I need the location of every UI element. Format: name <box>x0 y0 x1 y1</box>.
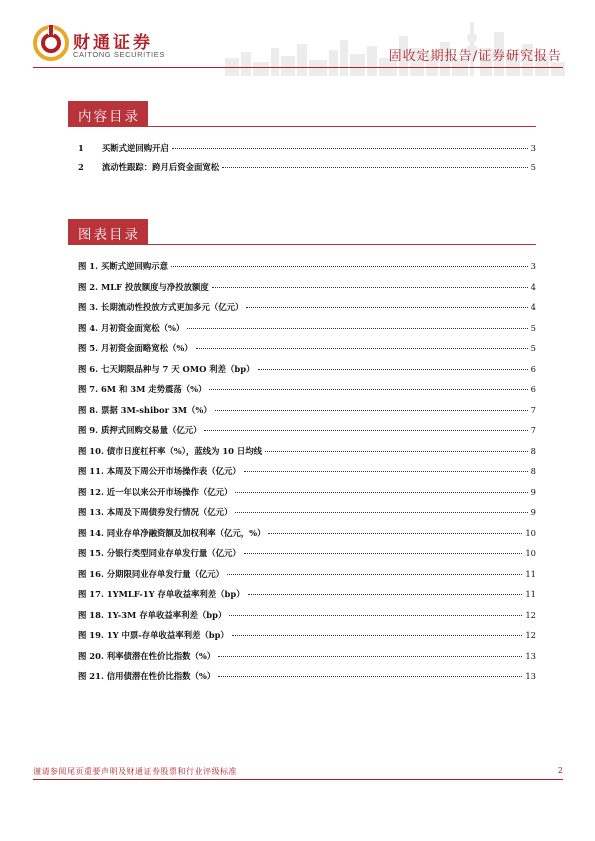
dot-leader <box>171 266 528 267</box>
figure-entry-label: 图 11. 本周及下周公开市场操作表（亿元） <box>78 466 241 476</box>
toc-entry[interactable] <box>78 142 536 156</box>
figures-title: 图表目录 <box>78 227 140 243</box>
page-header <box>0 0 595 100</box>
figure-entry-page: 4 <box>530 282 536 292</box>
dot-leader <box>187 328 527 329</box>
figure-entry-page: 11 <box>525 589 536 599</box>
figure-entry-label: 图 16. 分期限同业存单发行量（亿元） <box>78 569 225 579</box>
figure-entry-page: 11 <box>525 569 536 579</box>
figure-entry-label: 图 20. 利率债潜在性价比指数（%） <box>78 651 216 661</box>
figure-entry-page: 12 <box>525 630 536 640</box>
figure-entry[interactable] <box>78 383 536 397</box>
figure-entry-page: 7 <box>530 425 536 435</box>
figure-entry-page: 5 <box>530 343 536 353</box>
figure-entry-page: 8 <box>530 446 536 456</box>
figure-entry-page: 9 <box>530 507 536 517</box>
logo-chinese-name: 财通证券 <box>73 33 153 53</box>
dot-leader <box>227 574 522 575</box>
figure-entry-label: 图 17. 1YMLF-1Y 存单收益率利差（bp） <box>78 589 245 599</box>
figure-entry-page: 8 <box>530 466 536 476</box>
figure-entry[interactable] <box>78 670 536 684</box>
toc-entry-page: 3 <box>530 143 536 153</box>
figure-entry-page: 5 <box>530 323 536 333</box>
logo-english-name: CAITONG SECURITIES <box>73 50 165 59</box>
figure-entry-page: 6 <box>530 364 536 374</box>
figure-entry[interactable] <box>78 322 536 336</box>
figures-section-header <box>68 219 536 245</box>
figure-entry[interactable] <box>78 424 536 438</box>
toc-entry[interactable] <box>78 161 536 175</box>
dot-leader <box>235 492 527 493</box>
dot-leader <box>222 167 528 168</box>
dot-leader <box>258 369 528 370</box>
toc-entry-label: 流动性跟踪：跨月后资金面宽松 <box>101 162 220 172</box>
figure-entry-label: 图 14. 同业存单净融资额及加权利率（亿元，%） <box>78 528 266 538</box>
figure-entry[interactable] <box>78 588 536 602</box>
figure-entry-page: 4 <box>530 302 536 312</box>
dot-leader <box>265 451 528 452</box>
figure-entry[interactable] <box>78 301 536 315</box>
figure-entry[interactable] <box>78 568 536 582</box>
figure-entry-label: 图 4. 月初资金面宽松（%） <box>78 323 185 333</box>
figure-entry[interactable] <box>78 486 536 500</box>
figure-entry-label: 图 13. 本周及下周债券发行情况（亿元） <box>78 507 233 517</box>
figure-entry-label: 图 18. 1Y-3M 存单收益率利差（bp） <box>78 610 227 620</box>
dot-leader <box>235 512 527 513</box>
figure-entry-page: 13 <box>525 671 536 681</box>
figure-entry-label: 图 9. 质押式回购交易量（亿元） <box>78 425 202 435</box>
dot-leader <box>218 676 522 677</box>
figure-entry[interactable] <box>78 342 536 356</box>
disclaimer-note: 谨请参阅尾页重要声明及财通证券股票和行业评级标准 <box>33 767 237 776</box>
figure-entry[interactable] <box>78 547 536 561</box>
figure-entry[interactable] <box>78 465 536 479</box>
figure-entry[interactable] <box>78 527 536 541</box>
figure-entry-label: 图 2. MLF 投放额度与净投放额度 <box>78 282 209 292</box>
figure-entry[interactable] <box>78 629 536 643</box>
dot-leader <box>248 594 523 595</box>
dot-leader <box>244 553 523 554</box>
figure-entry[interactable] <box>78 404 536 418</box>
figure-entry-page: 9 <box>530 487 536 497</box>
toc-entry-label: 买断式逆回购开启 <box>101 143 169 153</box>
figure-entry[interactable] <box>78 650 536 664</box>
figure-entry-label: 图 7. 6M 和 3M 走势震荡（%） <box>78 384 207 394</box>
figure-entry-page: 10 <box>525 528 536 538</box>
figure-entry[interactable] <box>78 609 536 623</box>
footer-divider <box>33 779 563 780</box>
dot-leader <box>268 533 522 534</box>
figure-entry-page: 6 <box>530 384 536 394</box>
figure-entry-label: 图 12. 近一年以来公开市场操作（亿元） <box>78 487 233 497</box>
figure-entry[interactable] <box>78 363 536 377</box>
figure-entry-label: 图 8. 票据 3M-shibor 3M（%） <box>78 405 212 415</box>
toc-entry-number: 1 <box>78 143 84 153</box>
dot-leader <box>244 471 528 472</box>
caitong-logo-icon <box>33 25 69 61</box>
dot-leader <box>246 307 527 308</box>
figure-entry-label: 图 1. 买断式逆回购示意 <box>78 261 168 271</box>
dot-leader <box>218 656 522 657</box>
dot-leader <box>204 430 527 431</box>
caitong-logo <box>33 25 193 67</box>
figure-entry-page: 10 <box>525 548 536 558</box>
figure-entry-page: 13 <box>525 651 536 661</box>
figure-entry-label: 图 21. 信用债潜在性价比指数（%） <box>78 671 216 681</box>
figure-entry-label: 图 19. 1Y 中票-存单收益率利差（bp） <box>78 630 229 640</box>
toc-entry-page: 5 <box>530 162 536 172</box>
toc-entry-number: 2 <box>78 162 84 172</box>
dot-leader <box>212 287 528 288</box>
dot-leader <box>172 148 528 149</box>
contents-title: 内容目录 <box>78 109 140 125</box>
figure-entry-label: 图 10. 债市日度杠杆率（%），蓝线为 10 日均线 <box>78 446 263 456</box>
figure-entry[interactable] <box>78 506 536 520</box>
figure-entry-label: 图 15. 分银行类型同业存单发行量（亿元） <box>78 548 241 558</box>
page-number: 2 <box>557 766 563 775</box>
contents-section-header <box>68 101 536 127</box>
figure-entry-page: 3 <box>530 261 536 271</box>
figure-entry-label: 图 5. 月初资金面略宽松（%） <box>78 343 193 353</box>
figure-entry-label: 图 3. 长期流动性投放方式更加多元（亿元） <box>78 302 244 312</box>
dot-leader <box>229 615 522 616</box>
page-footer <box>33 763 563 783</box>
figure-entry-page: 12 <box>525 610 536 620</box>
dot-leader <box>232 635 523 636</box>
figure-entry[interactable] <box>78 260 536 274</box>
report-type-label: 固收定期报告/证券研究报告 <box>388 49 562 64</box>
header-divider <box>33 67 563 68</box>
figure-entry-label: 图 6. 七天期限品种与 7 天 OMO 利差（bp） <box>78 364 255 374</box>
dot-leader <box>209 389 527 390</box>
dot-leader <box>196 348 528 349</box>
dot-leader <box>215 410 528 411</box>
figure-entry[interactable] <box>78 445 536 459</box>
figure-entry[interactable] <box>78 281 536 295</box>
figure-entry-page: 7 <box>530 405 536 415</box>
